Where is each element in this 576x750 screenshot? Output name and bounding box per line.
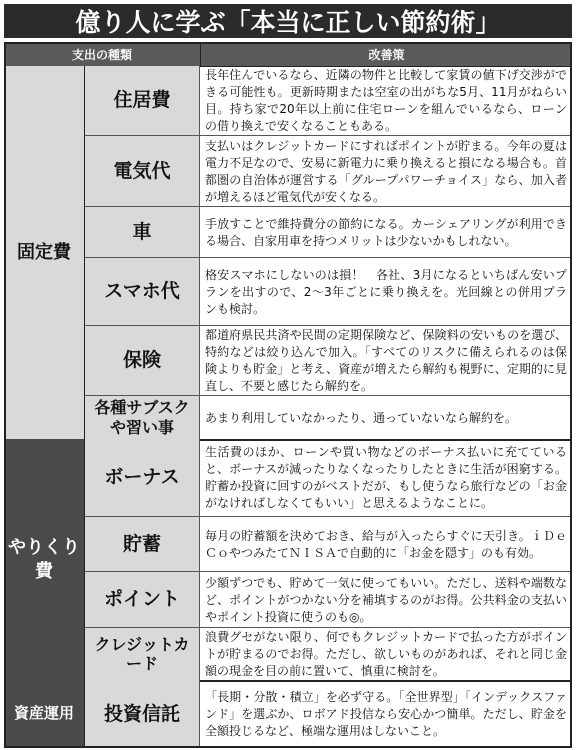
table-header — [4, 42, 572, 67]
item-text: 「長期・分散・積立」を必ず守る。「全世界型」「インデックスファンド」を選ぶか、ロボアド投信なら安心かつ簡単。ただし、貯金を全額投じるなど、極端な運用はしないこと。 — [205, 690, 567, 738]
item-text: 都道府県民共済や民間の定期保険など、保険料の安いものを選び、特約などは絞り込んで加入。「すべてのリスクに備えられるのは保険よりも貯金」と考え、資産が増えたら解約も視野に、定期的に見直し、不要と感じたら解約を。 — [205, 328, 567, 394]
header-improvement: 改善策 — [368, 47, 405, 62]
table-row — [85, 258, 572, 326]
item-text: 少額ずつでも、貯めて一気に使ってもいい。ただし、送料や端数など、ポイントがつかない分を補填するのがお得。公共料金の支払いやポイント投資に使うのも◎。 — [205, 575, 567, 624]
table-row — [85, 207, 572, 258]
table-row — [85, 136, 572, 207]
item-text: 格安スマホにしないのは損！ 各社、3月になるといちばん安いプランを出すので、2～3年ごとに乗り換えを。光回線との併用プランも検討。 — [205, 267, 567, 316]
item-text: 浪費グセがない限り、何でもクレジットカードで払った方がポイントが貯まるのでお得。ただし、欲しいものがあれば、それと同じ金額の現金を目の前に置いて、慎重に検討を。 — [205, 630, 567, 678]
item-name: 各種サブスクや習い事 — [85, 396, 200, 439]
group-label: 資産運用 — [4, 680, 85, 748]
item-name: 投資信託 — [85, 680, 200, 748]
item-name: ボーナス — [85, 439, 200, 516]
group-fixed-costs — [4, 66, 572, 441]
group-budget-costs — [4, 439, 572, 682]
group-asset-management — [4, 680, 572, 748]
item-text: 生活費のほか、ローンや買い物などのボーナス払いに充てていると、ボーナスが減ったりなくなったりしたときに生活が困窮する。貯蓄か投資に回すのがベストだが、もし使うなら旅行などの「お金がなければしなくてもいい」と思えるようなことに。 — [205, 445, 567, 511]
item-name: 貯蓄 — [85, 517, 200, 571]
item-name: クレジットカード — [85, 628, 200, 680]
item-text: 毎月の貯蓄額を決めておき、給与が入ったらすぐに天引き。ｉＤｅＣｏやつみたてＮＩＳＡで自動的に「お金を隠す」のも有効。 — [205, 528, 567, 560]
page-title: 億り人に学ぶ「本当に正しい節約術」 — [4, 4, 572, 38]
group-label: 固定費 — [4, 66, 85, 439]
item-text: あまり利用していなかったり、通っていないなら解約を。 — [205, 410, 518, 425]
table-row — [85, 66, 572, 136]
table-row — [85, 326, 572, 396]
item-name: ポイント — [85, 572, 200, 627]
item-name: 車 — [85, 207, 200, 257]
table-row — [85, 396, 572, 439]
group-label: やりくり費 — [4, 439, 85, 680]
table-row — [85, 572, 572, 628]
item-name: 住居費 — [85, 66, 200, 135]
item-text: 長年住んでいるなら、近隣の物件と比較して家賃の値下げ交渉ができる可能性も。更新時期または空室の出がちな5月、11月がねらい目。持ち家で20年以上前に住宅ローンを組んでいるなら、ローンの借り換えで安くなることもある。 — [205, 68, 567, 133]
item-text: 手放すことで維持費分の節約になる。カーシェアリングが利用できる場合、自家用車を持つメリットは少ないかもしれない。 — [205, 216, 567, 248]
table-row — [85, 628, 572, 680]
table-row — [85, 439, 572, 517]
header-expense-type: 支出の種類 — [4, 42, 201, 66]
item-name: スマホ代 — [85, 258, 200, 325]
table-row — [85, 680, 572, 748]
item-name: 電気代 — [85, 136, 200, 206]
item-text: 支払いはクレジットカードにすればポイントが貯まる。今年の夏は電力不足なので、安易に新電力に乗り換えると損になる場合も。首都圏の自治体が運営する「グループパワーチョイス」なら、加入者が増えるほど電気代が安くなる。 — [205, 138, 567, 204]
item-name: 保険 — [85, 326, 200, 395]
table-row — [85, 517, 572, 572]
